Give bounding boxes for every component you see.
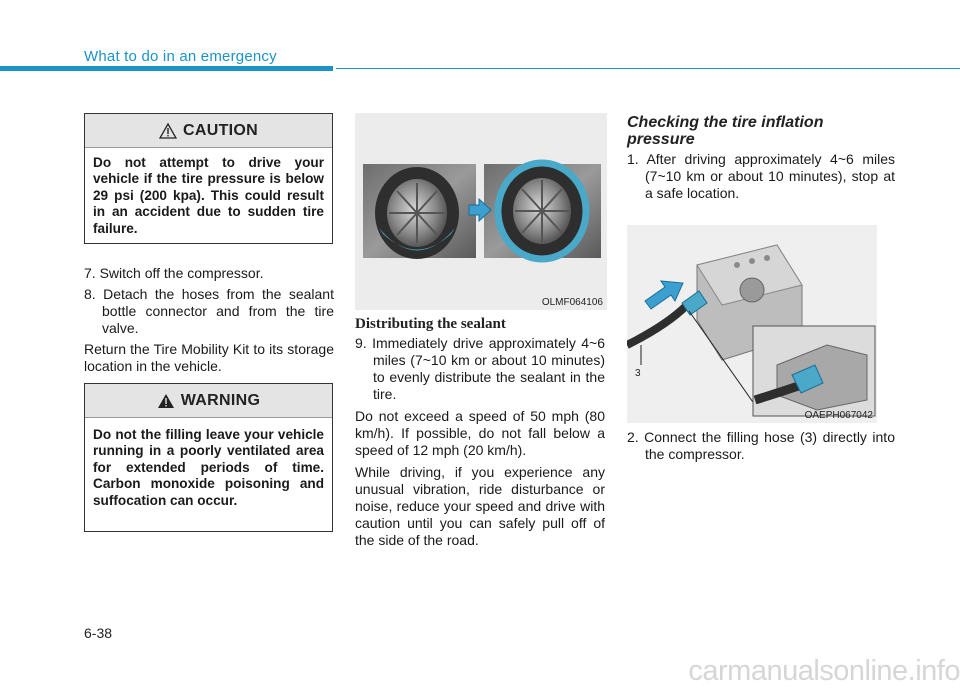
caution-title: CAUTION <box>183 121 258 139</box>
caution-text: Do not attempt to drive your vehicle if the tire pressure is below 29 psi (200 kpa). This could result in an accident due to sudden tire failure. <box>93 155 324 236</box>
vibration-paragraph: While driving, if you experience any unusual vibration, ride disturbance or noise, reduce your speed and drive with caution until you can safely pull off of the side of the road. <box>355 464 605 548</box>
warning-box <box>84 383 333 532</box>
speed-paragraph: Do not exceed a speed of 50 mph (80 km/h). If possible, do not fall below a speed of 12 mph (20 km/h). <box>355 408 605 458</box>
warning-text: Do not the filling leave your vehicle running in a poorly ventilated area for extended periods of time. Carbon monoxide poisoning and suffocation can occur. <box>93 427 324 508</box>
figure-code: OLMF064106 <box>541 297 603 308</box>
return-kit-paragraph: Return the Tire Mobility Kit to its storage location in the vehicle. <box>84 341 334 374</box>
warning-title: WARNING <box>180 391 261 409</box>
checking-heading: Checking the tire inflation pressure <box>627 114 824 148</box>
distributing-section <box>355 335 605 549</box>
page-number: 6-38 <box>84 625 113 641</box>
compressor-figure <box>627 225 877 423</box>
tire-illustration <box>355 113 607 310</box>
figure-code: OAEPH067042 <box>804 410 873 421</box>
check-step-1: 1. After driving approximately 4~6 miles (7~10 km or about 10 minutes), stop at a safe location. <box>627 151 895 201</box>
compressor-illustration <box>627 225 877 423</box>
distributing-heading: Distributing the sealant <box>355 316 506 332</box>
check-step-2: 2. Connect the filling hose (3) directly into the compressor. <box>627 429 895 462</box>
step-9: 9. Immediately drive approximately 4~6 miles (7~10 km or about 10 minutes) to evenly distribute the sealant in the tire. <box>355 335 605 402</box>
step-8: 8. Detach the hoses from the sealant bottle connector and from the tire valve. <box>84 286 334 336</box>
caution-triangle-icon <box>159 123 177 139</box>
watermark: carmanualsonline.info <box>688 655 960 687</box>
header-rule-thick <box>0 66 333 71</box>
callout-number: 3 <box>635 368 641 379</box>
warning-triangle-icon <box>157 393 175 409</box>
left-steps <box>84 265 334 375</box>
section-title: What to do in an emergency <box>84 48 277 65</box>
caution-box <box>84 113 333 244</box>
tire-sealant-figure <box>355 113 607 310</box>
header-rule-thin <box>336 68 960 69</box>
step-7: 7. Switch off the compressor. <box>84 265 264 281</box>
caution-header <box>85 114 332 148</box>
warning-header <box>85 384 332 418</box>
